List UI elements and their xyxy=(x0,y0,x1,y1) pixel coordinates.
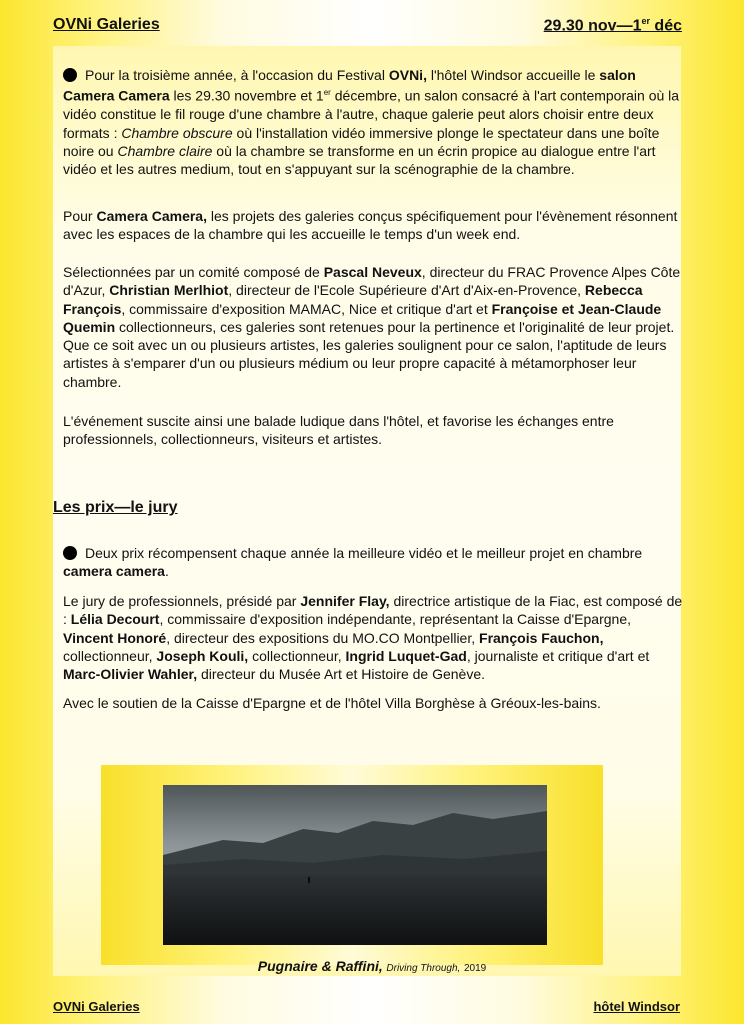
landscape-photo xyxy=(163,785,547,945)
photo-caption: Pugnaire & Raffini, Driving Through, 2019 xyxy=(257,958,487,974)
footer-right: hôtel Windsor xyxy=(593,999,680,1014)
intro-paragraph-4: L'événement suscite ainsi une balade ludique dans l'hôtel, et favorise les échanges entre professionnels, collectionneurs, visiteurs et artistes. xyxy=(63,413,614,448)
footer-left: OVNi Galeries xyxy=(53,999,140,1014)
bullet-dot-icon xyxy=(63,68,77,82)
prizes-paragraph-2: Le jury de professionnels, présidé par Jennifer Flay, directrice artistique de la Fiac, est composé de : Lélia Decourt, commissaire d'exposition indépendante, représentant la Caisse d'Epargne, Vincent Honoré, directeur des expositions du MO.CO Montpellier, François Fauchon, collectionneur, Joseph Kouli, collectionneur, Ingrid Luquet-Gad, journaliste et critique d'art et Marc-Olivier Wahler, directeur du Musée Art et Histoire de Genève. xyxy=(63,593,683,683)
header-left: OVNi Galeries xyxy=(53,16,160,33)
prizes-paragraph-1: Deux prix récompensent chaque année la meilleure vidéo et le meilleur projet en chambre camera camera. xyxy=(63,545,643,580)
prizes-paragraph-3: Avec le soutien de la Caisse d'Epargne et de l'hôtel Villa Borghèse à Gréoux-les-bains. xyxy=(63,695,601,711)
intro-paragraph-3: Sélectionnées par un comité composé de Pascal Neveux, directeur du FRAC Provence Alpes Côte d'Azur, Christian Merlhiot, directeur de l'Ecole Supérieure d'Art d'Aix-en-Provence, Rebecca François, commissaire d'exposition MAMAC, Nice et critique d'art et Françoise et Jean-Claude Quemin collectionneurs, ces galeries sont retenues pour la pertinence et l'originalité de leur projet. Que ce soit avec un ou plusieurs artistes, les galeries soulignent pour ce salon, l'aptitude de leurs artistes à s'emparer d'un ou plusieurs médium ou leur propre capacité à métamorphoser leur chambre. xyxy=(63,264,681,390)
intro-paragraph-2: Pour Camera Camera, les projets des galeries conçus spécifiquement pour l'évènement résonnent avec les espaces de la chambre qui les accueille le temps d'un week end. xyxy=(63,208,678,243)
section-heading-prizes: Les prix—le jury xyxy=(53,499,178,516)
intro-paragraph-1: Pour la troisième année, à l'occasion du Festival OVNi, l'hôtel Windsor accueille le salon Camera Camera les 29.30 novembre et 1er décembre, un salon consacré à l'art contemporain où la vidéo constitue le fil rouge d'une chambre à l'autre, chaque galerie peut alors choisir entre deux formats : Chambre obscure où l'installation vidéo immersive plonge le spectateur dans une boîte noire ou Chambre claire où la chambre se transforme en un écrin propice au dialogue entre l'art vidéo et les autres medium, tout en s'appuyant sur la scénographie de la chambre. xyxy=(63,67,680,178)
bullet-dot-icon xyxy=(63,546,77,560)
header-dates: 29.30 nov—1er déc xyxy=(543,16,682,35)
